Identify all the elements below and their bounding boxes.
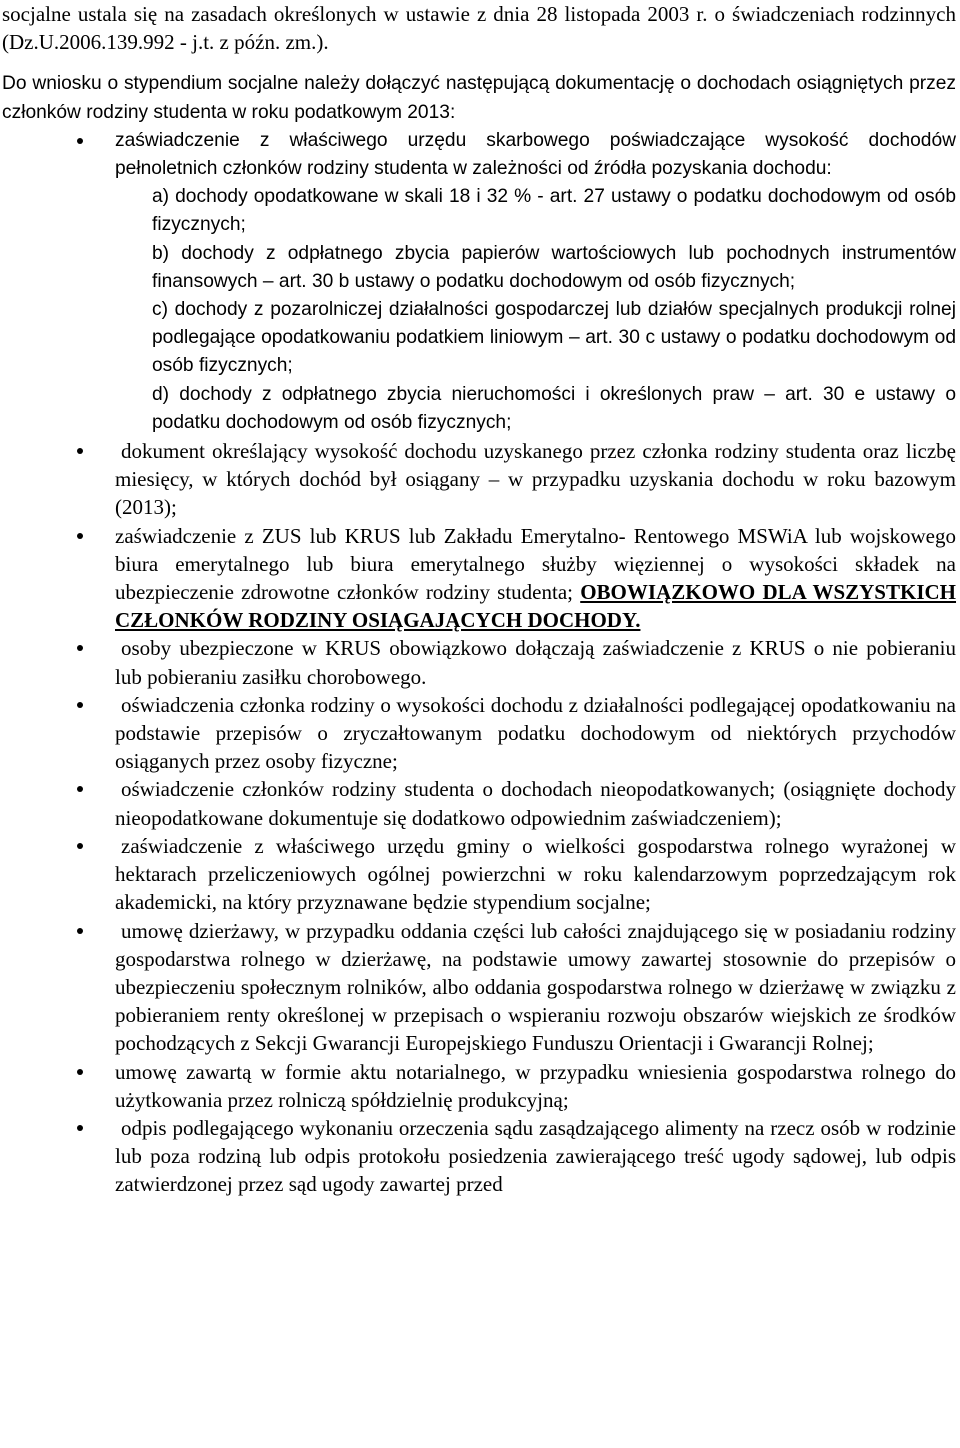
bullet-icon bbox=[77, 1125, 83, 1131]
list-item-text: odpis podlegającego wykonaniu orzeczenia sądu zasądzającego alimenty na rzecz osób w rodzinie lub poza rodziną lub odpis protokołu posiedzenia zawierającego treść ugody sądowej, lub odpis zatwierdzonej przez sąd ugody zawartej przed bbox=[115, 1115, 956, 1197]
list-item-alimony-ruling bbox=[115, 1114, 956, 1199]
sub-item-d: d) dochody z odpłatnego zbycia nieruchomości i określonych praw – art. 30 e ustawy o podatku dochodowym od osób fizycznych; bbox=[152, 383, 956, 433]
list-item-krus bbox=[115, 634, 956, 690]
list-item-farm-size-certificate bbox=[115, 832, 956, 917]
list-item-text: zaświadczenie z ZUS lub KRUS lub Zakładu Emerytalno- Rentowego MSWiA lub wojskowego biura emerytalnego lub biura emerytalnego służby więziennej o wysokości składek na ubezpieczenie zdrowotne członków rodziny studenta; bbox=[115, 523, 956, 605]
bullet-icon bbox=[77, 928, 83, 934]
bullet-icon bbox=[77, 786, 83, 792]
list-item-text: zaświadczenie z właściwego urzędu gminy o wielkości gospodarstwa rolnego wyrażonej w hektarach przeliczeniowych ogólnej powierzchni w roku kalendarzowym poprzedzającym rok akademicki, na który przyznawane będzie stypendium socjalne; bbox=[115, 833, 956, 915]
list-item-flat-rate-tax-statement bbox=[115, 691, 956, 776]
list-item-text: umowę dzierżawy, w przypadku oddania części lub całości znajdującego się w posiadaniu rodziny gospodarstwa rolnego w dzierżawę, na podstawie umowy zawartej stosownie do przepisów o ubezpieczeniu społecznym rolników, albo oddania gospodarstwa rolnego w dzierżawę w związku z pobieraniem renty określonej w przepisach o wspieraniu rozwoju obszarów wiejskich ze środków pochodzących z Sekcji Gwarancji Europejskiego Funduszu Orientacji i Gwarancji Rolnej; bbox=[115, 918, 956, 1056]
list-item-untaxed-income-statement bbox=[115, 775, 956, 831]
mandatory-notice: OBOWIĄZKOWO DLA WSZYSTKICH CZŁONKÓW RODZINY OSIĄGAJĄCYCH DOCHODY. bbox=[115, 580, 957, 633]
documents-list-continued bbox=[0, 437, 960, 1198]
documents-list bbox=[0, 127, 960, 183]
list-item-lease-agreement bbox=[115, 917, 956, 1058]
bullet-icon bbox=[77, 702, 83, 708]
list-item-text: dokument określający wysokość dochodu uzyskanego przez członka rodziny studenta oraz liczbę miesięcy, w których dochód był osiągany – w przypadku uzyskania dochodu w roku bazowym (2013); bbox=[115, 439, 956, 520]
intro-continuation: socjalne ustala się na zasadach określonych w ustawie z dnia 28 listopada 2003 r. o świadczeniach rodzinnych (Dz.U.2006.139.992 - j.t. z późn. zm.). bbox=[2, 2, 956, 55]
bullet-icon bbox=[77, 843, 83, 849]
bullet-icon bbox=[77, 138, 83, 144]
bullet-icon bbox=[77, 645, 83, 651]
sub-item-c: c) dochody z pozarolniczej działalności gospodarczej lub działów specjalnych produkcji rolnej podlegające opodatkowaniu podatkiem liniowym – art. 30 c ustawy o podatku dochodowym od osób fizycznych; bbox=[152, 299, 956, 377]
list-item-income-document bbox=[115, 437, 956, 522]
sub-item-a: a) dochody opodatkowane w skali 18 i 32 % - art. 27 ustawy o podatku dochodowym od osób fizycznych; bbox=[152, 186, 956, 236]
list-item-text: zaświadczenie z właściwego urzędu skarbowego poświadczające wysokość dochodów pełnoletnich członków rodziny studenta w zależności od źródła pozyskania dochodu: bbox=[115, 129, 956, 180]
sub-item-b: b) dochody z odpłatnego zbycia papierów wartościowych lub pochodnych instrumentów finansowych – art. 30 b ustawy o podatku dochodowym od osób fizycznych; bbox=[152, 242, 956, 292]
list-item-tax-office-certificate bbox=[115, 127, 956, 183]
list-item-text: oświadczenia członka rodziny o wysokości dochodu z działalności podlegającej opodatkowaniu na podstawie przepisów o zryczałtowanym podatku dochodowym od niektórych przychodów osiąganych przez osoby fizyczne; bbox=[115, 692, 956, 774]
intro-paragraph: Do wniosku o stypendium socjalne należy dołączyć następującą dokumentację o dochodach osiągniętych przez członków rodziny studenta w roku podatkowym 2013: bbox=[2, 73, 956, 123]
list-item-zus-certificate bbox=[115, 522, 956, 635]
list-item-notarial-agreement bbox=[115, 1058, 956, 1114]
bullet-icon bbox=[77, 1069, 83, 1075]
list-item-text: oświadczenie członków rodziny studenta o dochodach nieopodatkowanych; (osiągnięte dochody nieopodatkowane dokumentuje się dodatkowo odpowiednim zaświadczeniem); bbox=[115, 777, 956, 830]
bullet-icon bbox=[77, 533, 83, 539]
list-item-text: umowę zawartą w formie aktu notarialnego, w przypadku wniesienia gospodarstwa rolnego do użytkowania przez rolniczą spółdzielnię produkcyjną; bbox=[115, 1059, 956, 1112]
bullet-icon bbox=[77, 448, 83, 454]
list-item-text: osoby ubezpieczone w KRUS obowiązkowo dołączają zaświadczenie z KRUS o nie pobieraniu lub pobieraniu zasiłku chorobowego. bbox=[115, 636, 956, 689]
